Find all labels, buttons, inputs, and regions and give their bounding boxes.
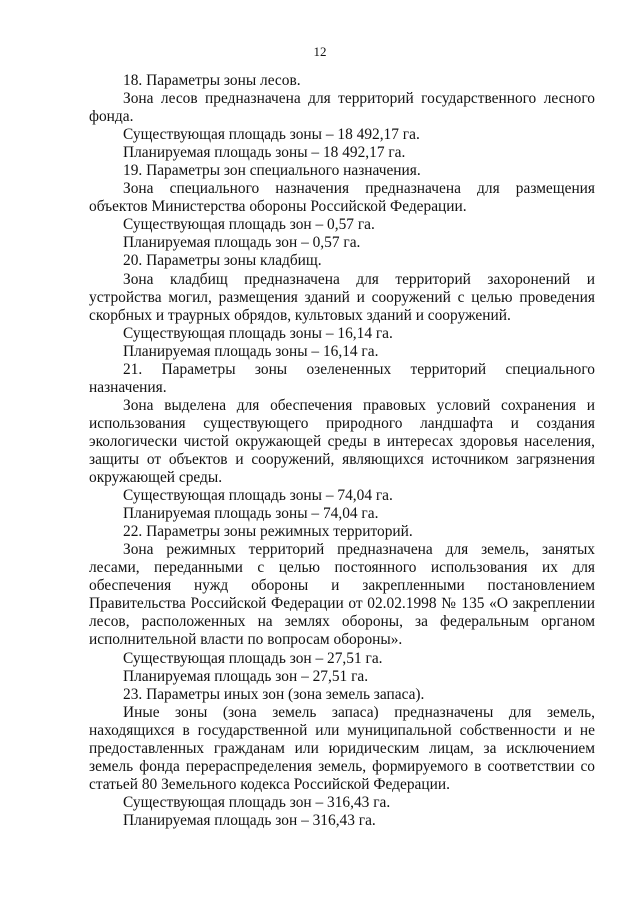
paragraph: Иные зоны (зона земель запаса) предназначены для земель, находящихся в государственной или муниципальной собственности и не предоставленных гражданам или юридическим лицам, за исключением земель фонда перераспределения земель, формируемого в соответствии со статьей 80 Земельного кодекса Российской Федерации.	[89, 703, 595, 793]
paragraph: Зона специального назначения предназначена для размещения объектов Министерства обороны Российской Федерации.	[89, 180, 595, 216]
area-planned: Планируемая площадь зон – 316,43 га.	[123, 811, 376, 829]
section-heading: 23. Параметры иных зон (зона земель запаса).	[123, 685, 425, 703]
section-heading: 18. Параметры зоны лесов.	[123, 72, 301, 89]
area-existing: Существующая площадь зоны – 18 492,17 га.	[123, 126, 420, 144]
area-planned: Планируемая площадь зоны – 74,04 га.	[123, 505, 379, 523]
paragraph: Зона выделена для обеспечения правовых условий сохранения и использования существующего природного ландшафта и создания экологически чистой окружающей среды в интересах здоровья населения, защиты от объектов и сооружений, являющихся источником загрязнения окружающей среды.	[89, 396, 595, 487]
paragraph: Зона кладбищ предназначена для территорий захоронений и устройства могил, размещения зданий и сооружений с целью проведения скорбных и траурных обрядов, культовых зданий и сооружений.	[89, 270, 595, 324]
area-existing: Существующая площадь зоны – 74,04 га.	[123, 487, 393, 505]
document-body	[89, 72, 595, 830]
area-existing: Существующая площадь зон – 0,57 га.	[123, 216, 375, 234]
area-planned: Планируемая площадь зон – 0,57 га.	[123, 234, 361, 252]
area-planned: Планируемая площадь зоны – 16,14 га.	[123, 342, 379, 360]
section-heading: 19. Параметры зон специального назначения.	[123, 162, 421, 180]
area-planned: Планируемая площадь зоны – 18 492,17 га.	[123, 144, 406, 162]
area-planned: Планируемая площадь зон – 27,51 га.	[123, 667, 369, 685]
section-heading: 20. Параметры зоны кладбищ.	[123, 252, 322, 270]
area-existing: Существующая площадь зоны – 16,14 га.	[123, 324, 393, 342]
page-number: 12	[313, 44, 327, 59]
area-existing: Существующая площадь зон – 27,51 га.	[123, 649, 383, 667]
paragraph: Зона режимных территорий предназначена для земель, занятых лесами, переданными с целью постоянного использования их для обеспечения нужд обороны и закрепленными постановлением Правительства Российской Федерации от 02.02.1998 № 135 «О закреплении лесов, расположенных на землях обороны, за федеральным органом исполнительной власти по вопросам обороны».	[89, 541, 595, 649]
area-existing: Существующая площадь зон – 316,43 га.	[123, 793, 391, 811]
section-heading: 21. Параметры зоны озелененных территорий специального назначения.	[89, 360, 595, 396]
paragraph: Зона лесов предназначена для территорий государственного лесного фонда.	[89, 90, 595, 126]
section-heading: 22. Параметры зоны режимных территорий.	[123, 523, 413, 541]
